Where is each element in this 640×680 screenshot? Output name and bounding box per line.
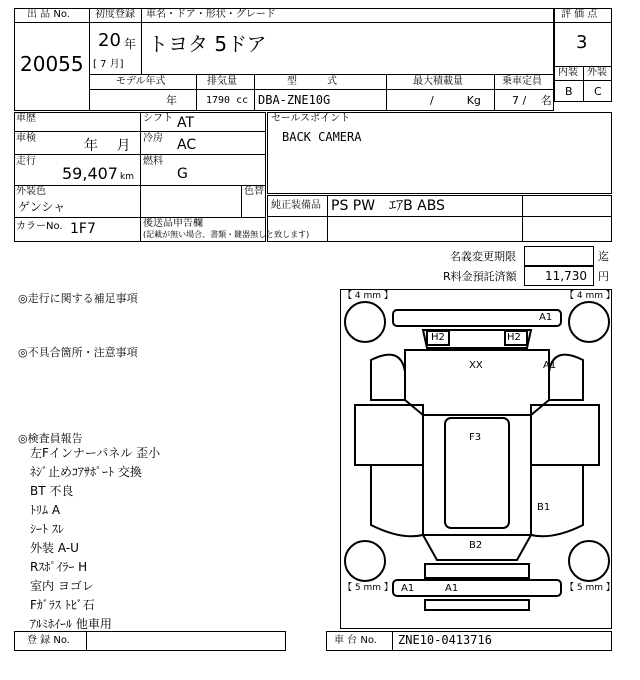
ac-label: 冷房 (143, 133, 163, 144)
name-change-box (524, 246, 594, 266)
inspector-line: ｱﾙﾐﾎｲｰﾙ 他車用 (30, 617, 112, 631)
mileage-label: 走行 (16, 156, 36, 167)
recycle-label: R料金預託済額 (443, 270, 517, 283)
damage-mark: F3 (469, 432, 482, 443)
exterior-label: 外装 (587, 67, 607, 78)
model-year-label: モデル年式 (116, 76, 166, 87)
damage-mark: B2 (469, 540, 483, 551)
equipment-label: 純正装備品 (271, 200, 321, 211)
fuel-label: 燃料 (143, 156, 163, 167)
car-diagram (340, 289, 615, 629)
sales-point-label: セールスポイント (271, 113, 351, 124)
interior-label: 内装 (558, 67, 578, 78)
recycle-unit: 円 (598, 270, 609, 283)
damage-mark: H2 (507, 332, 521, 343)
inspector-line: 左Fインナーパネル 歪小 (30, 446, 161, 460)
inspector-label: ◎検査員報告 (18, 432, 83, 445)
inspector-line: Fｶﾞﾗｽ ﾄﾋﾞ石 (30, 598, 95, 612)
car-outline (341, 290, 613, 630)
type-label: 型 式 (287, 76, 337, 87)
displacement: 1790 cc (206, 95, 249, 106)
aftermarket-note: (記載が無い場合、書類・鍵器無しと致します) (143, 230, 310, 239)
interior-grade: B (565, 85, 573, 98)
first-reg-label: 初度登録 (95, 9, 135, 20)
name-change-unit: 迄 (598, 250, 609, 263)
name-change-label: 名義変更期限 (450, 250, 516, 263)
inspector-line: 室内 ヨゴレ (30, 579, 94, 593)
inspector-line: Rｽﾎﾟｲﾗｰ H (30, 560, 88, 574)
tire-depth-fl: 【 4 mm 】 (343, 291, 393, 301)
inspector-line: ﾈｼﾞ止めｺｱｻﾎﾟｰﾄ 交換 (30, 465, 142, 479)
tire-depth-rr: 【 5 mm 】 (565, 583, 615, 593)
color-no: 1F7 (70, 221, 96, 237)
chassis-label: 車 台 No. (334, 635, 377, 646)
damage-mark: A1 (401, 583, 415, 594)
sales-point-box (267, 112, 612, 194)
defects-label: ◎不具合箇所・注意事項 (18, 346, 138, 359)
driving-notes-label: ◎走行に関する補足事項 (18, 292, 138, 305)
score-label: 評 価 点 (561, 9, 598, 20)
exterior-color-label: 外装色 (16, 186, 46, 197)
car-name: トヨタ 5ドア (148, 32, 267, 56)
reg-year: 20 (98, 30, 121, 51)
inspector-line: ｼｰﾄ ｽﾚ (30, 522, 64, 536)
lot-number-label: 出 品 No. (27, 9, 70, 20)
lot-number: 20055 (20, 52, 84, 76)
color-no-label: カラーNo. (16, 221, 63, 232)
score: 3 (576, 32, 588, 53)
recycle-value: 11,730 (545, 269, 587, 283)
capacity: 7 / 名 (512, 94, 552, 107)
mileage: 59,407 (62, 164, 118, 183)
damage-mark: H2 (431, 332, 445, 343)
history-label: 車歴 (16, 113, 36, 124)
inspection-label: 車検 (16, 133, 36, 144)
color-change-label: 色替 (244, 186, 264, 197)
damage-mark: A1 (543, 360, 557, 371)
damage-mark: A1 (539, 312, 553, 323)
shift: AT (177, 115, 195, 131)
model-type: DBA-ZNE10G (258, 93, 331, 107)
exterior-grade: C (594, 85, 602, 98)
mileage-unit: km (120, 172, 134, 182)
sales-point: BACK CAMERA (282, 130, 362, 144)
tire-depth-rl: 【 5 mm 】 (343, 583, 393, 593)
damage-mark: A1 (445, 583, 459, 594)
ac: AC (177, 137, 197, 153)
inspection: 年 月 (84, 138, 131, 154)
damage-mark: XX (469, 360, 483, 371)
capacity-label: 乗車定員 (502, 76, 542, 87)
inspector-line: ﾄﾘﾑ A (30, 503, 61, 517)
max-load: / Kg (430, 94, 481, 107)
displacement-label: 排気量 (207, 76, 237, 87)
reg-year-unit: 年 (124, 37, 137, 51)
reg-no-label: 登 録 No. (27, 635, 70, 646)
max-load-label: 最大積載量 (413, 76, 463, 87)
inspector-line: 外装 A-U (30, 541, 79, 555)
chassis-number: ZNE10-0413716 (398, 633, 492, 647)
model-year-unit: 年 (166, 94, 177, 107)
inspector-line: BT 不良 (30, 484, 74, 498)
tire-depth-fr: 【 4 mm 】 (565, 291, 615, 301)
shift-label: シフト (143, 113, 173, 124)
exterior-color: ゲンシャ (18, 200, 66, 214)
fuel: G (177, 166, 188, 182)
damage-mark: B1 (537, 502, 551, 513)
car-name-label: 車名・ドア・形状・グレード (146, 9, 276, 20)
equipment: PS PW ｴｱB ABS (331, 198, 445, 214)
aftermarket-label: 後送品申告欄 (143, 218, 203, 229)
reg-month: [ 7 月] (93, 59, 124, 70)
